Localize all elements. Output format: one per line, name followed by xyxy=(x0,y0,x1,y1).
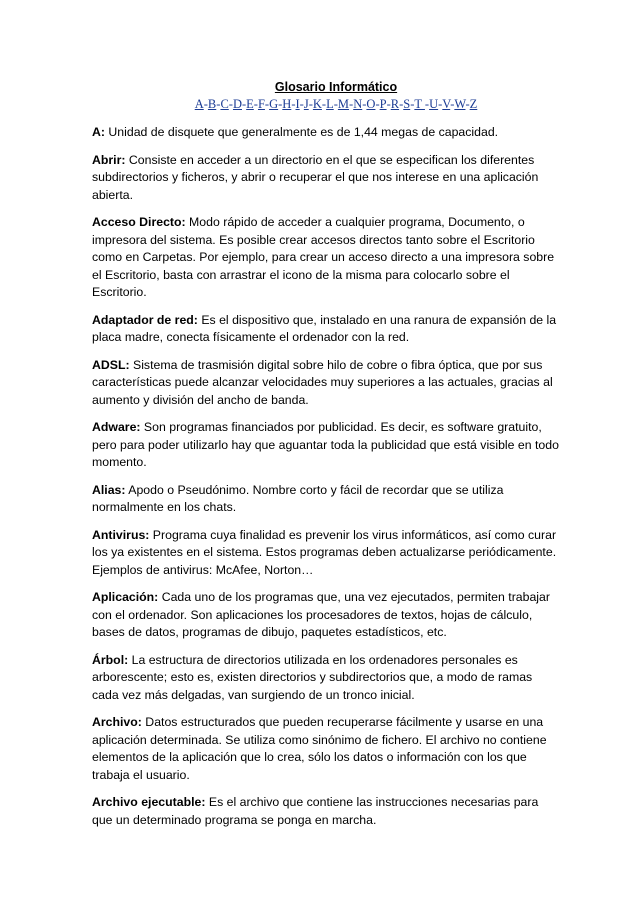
glossary-entry xyxy=(92,652,562,705)
glossary-term: Aplicación: xyxy=(92,590,159,604)
letter-separator: - xyxy=(321,97,327,111)
letter-separator: - xyxy=(375,97,380,111)
letter-link-l[interactable]: L xyxy=(326,97,334,111)
letter-link-k[interactable]: K xyxy=(312,97,322,111)
document-page xyxy=(92,79,562,839)
glossary-definition: Programa cuya finalidad es prevenir los virus informáticos, así como curar los ya existentes en el sistema. Estos programas deben actualizarse periódicamente. Ejemplos de antivirus: McAfee, Norton… xyxy=(92,527,557,577)
letter-separator: - xyxy=(438,97,443,111)
glossary-term: Archivo: xyxy=(92,715,142,729)
letter-link-a[interactable]: A xyxy=(194,97,204,111)
glossary-entry xyxy=(92,419,562,472)
letter-link-r[interactable]: R xyxy=(390,97,400,111)
letter-separator: - xyxy=(264,97,270,111)
glossary-entry xyxy=(92,794,562,829)
letter-separator: - xyxy=(291,97,296,111)
glossary-term: Árbol: xyxy=(92,652,129,667)
letter-link-c[interactable]: C xyxy=(220,97,229,111)
glossary-entry xyxy=(92,312,562,347)
letter-link-s[interactable]: S xyxy=(403,97,411,111)
glossary-definition: La estructura de directorios utilizada en los ordenadores personales es arborescente; esto es, existen directorios y subdirectorios que, a modo de ramas cada vez más delgadas, van surgiendo de un tronco inicial. xyxy=(92,652,533,702)
glossary-entry xyxy=(92,527,562,580)
letter-link-f[interactable]: F xyxy=(257,97,265,111)
letter-separator: - xyxy=(253,97,258,111)
letter-separator: - xyxy=(241,97,247,111)
glossary-entry xyxy=(92,214,562,302)
letter-separator: - xyxy=(349,97,354,111)
letter-separator: - xyxy=(228,97,233,111)
glossary-term: ADSL: xyxy=(92,357,130,372)
glossary-definition: Modo rápido de acceder a cualquier programa, Documento, o impresora del sistema. Es posible crear accesos directos tanto sobre el Escritorio como en Carpetas. Por ejemplo, para crear un acceso directo a una impresora sobre el Escritorio, basta con arrastrar el icono de la misma para colocarlo sobre el Escritorio. xyxy=(92,215,555,299)
letter-link-g[interactable]: G xyxy=(269,97,279,111)
glossary-term: A: xyxy=(92,125,105,139)
glossary-definition: Unidad de disquete que generalmente es de 1,44 megas de capacidad. xyxy=(104,125,499,139)
letter-separator: - xyxy=(399,97,404,111)
glossary-entry xyxy=(92,714,562,784)
glossary-definition: Apodo o Pseudónimo. Nombre corto y fácil de recordar que se utiliza normalmente en los chats. xyxy=(92,482,504,514)
letter-link-p[interactable]: P xyxy=(379,97,387,111)
alphabet-index xyxy=(110,96,562,114)
page-title: Glosario Informático xyxy=(274,80,398,94)
glossary-definition: Cada uno de los programas que, una vez ejecutados, permiten trabajar con el ordenador. Son aplicaciones los procesadores de textos, hojas de cálculo, bases de datos, programas de dibujo, paquetes estadísticos, etc. xyxy=(92,590,550,639)
letter-separator: - xyxy=(203,97,208,111)
glossary-entry xyxy=(92,124,562,142)
glossary-definition: Datos estructurados que pueden recuperarse fácilmente y usarse en una aplicación determinada. Se utiliza como sinónimo de fichero. El archivo no contiene elementos de la aplicación que lo crea, sólo los datos o información con los que trabaja el usuario. xyxy=(92,715,547,782)
letter-link-z[interactable]: Z xyxy=(469,97,478,111)
letter-link-v[interactable]: V xyxy=(442,97,451,111)
glossary-entry xyxy=(92,152,562,205)
letter-link-u[interactable]: U xyxy=(429,97,439,111)
glossary-definition: Es el dispositivo que, instalado en una ranura de expansión de la placa madre, conecta físicamente el ordenador con la red. xyxy=(92,312,557,344)
letter-link-e[interactable]: E xyxy=(246,97,254,111)
glossary-term: Acceso Directo: xyxy=(92,215,186,229)
letter-separator: - xyxy=(424,97,430,111)
letter-separator: - xyxy=(362,97,367,111)
letter-separator: - xyxy=(450,97,455,111)
glossary-term: Adware: xyxy=(92,420,141,434)
glossary-definition: Sistema de trasmisión digital sobre hilo de cobre o fibra óptica, que por sus características puede alcanzar velocidades muy superiores a las actuales, gracias al aumento y división del ancho de banda. xyxy=(92,357,553,407)
letter-separator: - xyxy=(333,97,338,111)
glossary-definition: Son programas financiados por publicidad. Es decir, es software gratuito, pero para poder utilizarlo hay que aguantar toda la publicidad que está visible en todo momento. xyxy=(92,420,559,469)
glossary-entries xyxy=(92,124,562,829)
letter-separator: - xyxy=(299,97,304,111)
letter-link-n[interactable]: N xyxy=(353,97,363,111)
letter-separator: - xyxy=(410,97,415,111)
glossary-term: Adaptador de red: xyxy=(92,312,198,327)
glossary-term: Alias: xyxy=(92,482,126,497)
glossary-definition: Es el archivo que contiene las instrucciones necesarias para que un determinado programa se ponga en marcha. xyxy=(92,795,539,827)
letter-link-j[interactable]: J xyxy=(303,97,309,111)
letter-separator: - xyxy=(216,97,221,111)
glossary-term: Antivirus: xyxy=(92,527,150,542)
letter-separator: - xyxy=(278,97,283,111)
glossary-entry xyxy=(92,589,562,642)
letter-link-i[interactable]: I xyxy=(295,97,300,111)
letter-link-w[interactable]: W xyxy=(454,97,466,111)
glossary-definition: Consiste en acceder a un directorio en el que se especifican los diferentes subdirectorios y ficheros, y abrir o recuperar el que nos interese en una aplicación abierta. xyxy=(92,152,539,202)
letter-link-o[interactable]: O xyxy=(366,97,376,111)
letter-separator: - xyxy=(386,97,391,111)
letter-separator: - xyxy=(465,97,470,111)
glossary-term: Archivo ejecutable: xyxy=(92,795,206,809)
letter-link-h[interactable]: H xyxy=(282,97,292,111)
letter-separator: - xyxy=(308,97,313,111)
glossary-term: Abrir: xyxy=(92,152,126,167)
letter-link-b[interactable]: B xyxy=(207,97,217,111)
glossary-entry xyxy=(92,357,562,410)
letter-link-m[interactable]: M xyxy=(337,97,350,111)
letter-link-t[interactable]: T xyxy=(414,97,425,111)
letter-link-d[interactable]: D xyxy=(232,97,242,111)
glossary-entry xyxy=(92,482,562,517)
